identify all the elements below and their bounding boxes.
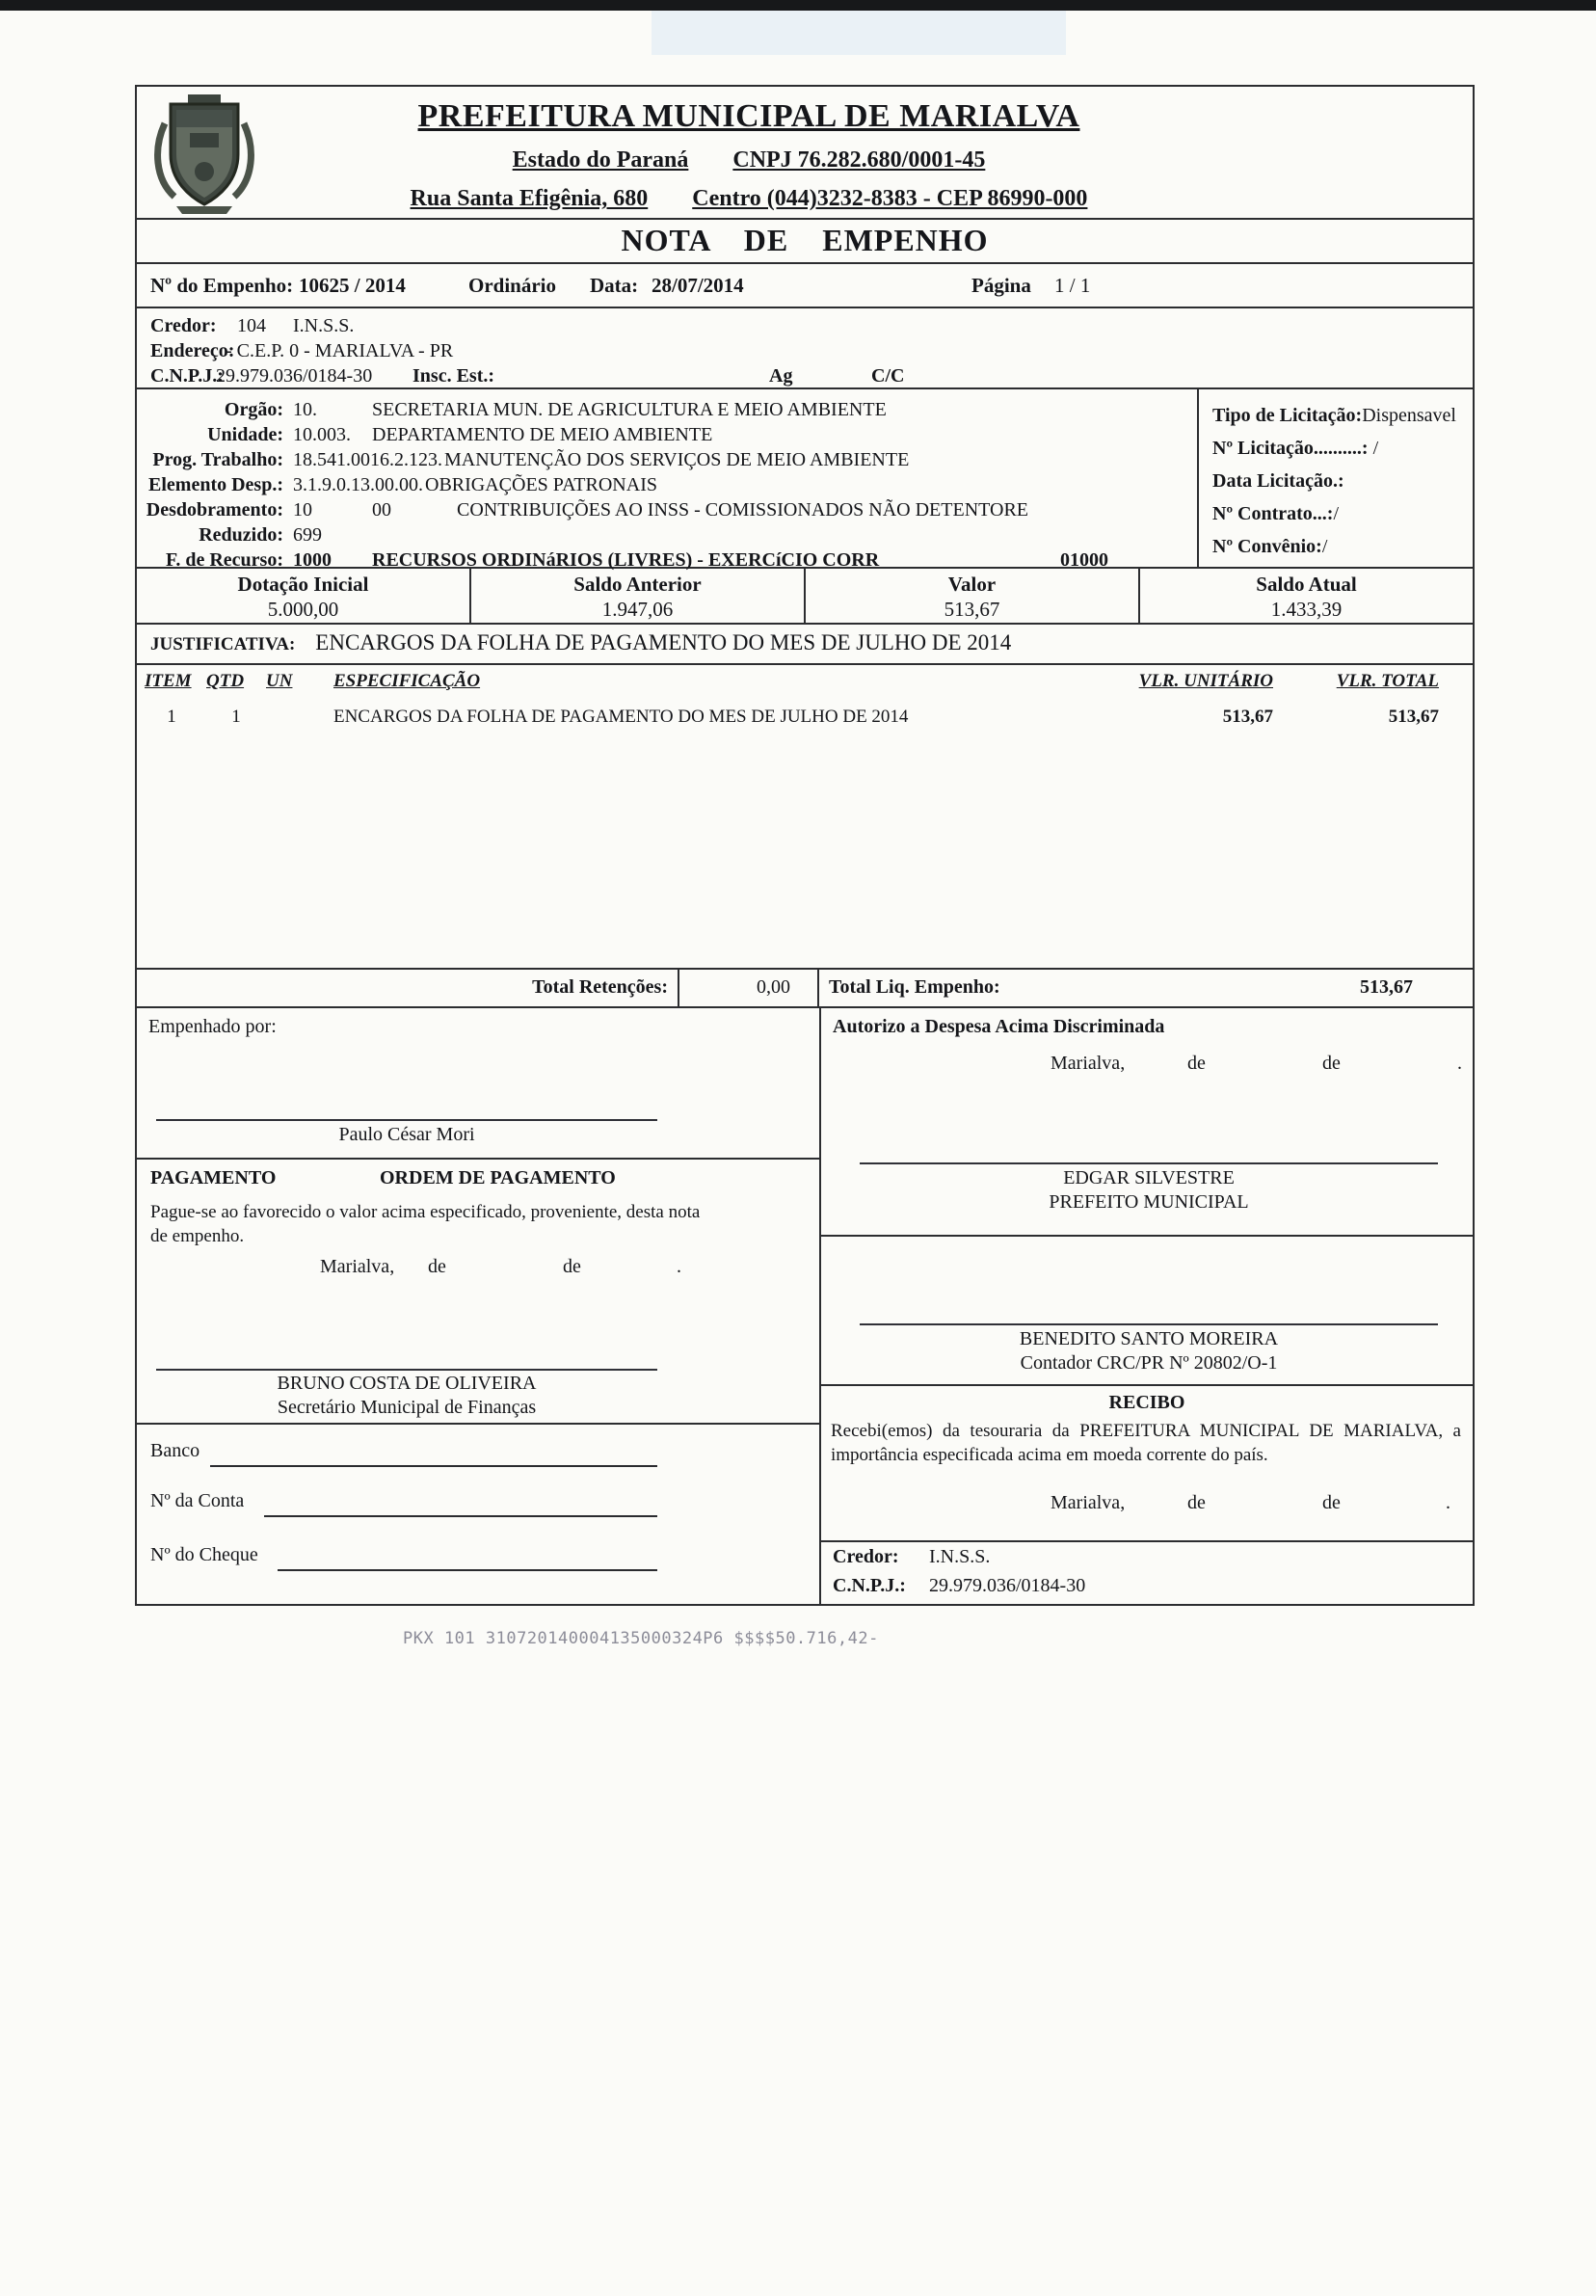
convenio-value: / [1321,536,1328,557]
total-retencoes-label: Total Retenções: [137,970,679,1006]
justificativa-label: JUSTIFICATIVA: [150,634,296,654]
accountant-name: BENEDITO SANTO MOREIRA [1019,1328,1279,1349]
data-licitacao-row [1212,465,1473,497]
orgao-label: Orgão: [224,399,283,420]
pagamento-label: PAGAMENTO [150,1167,277,1188]
date-label: Data: [590,274,639,297]
num-licitacao-label: Nº Licitação..........: [1212,438,1369,459]
valor-value: 513,67 [944,598,1000,621]
accountant-title: Contador CRC/PR Nº 20802/O-1 [1020,1352,1278,1374]
signatures-left-column [137,1008,821,1604]
justificativa-row [135,625,1475,665]
tipo-licitacao-value: Dispensavel [1362,405,1456,426]
prog-trabalho-code: 18.541.0016.2.123. [293,449,442,470]
credor-code: 104 [237,315,266,336]
items-header-row [137,665,1473,692]
unidade-code: 10.003. [293,424,351,445]
elemento-desc: OBRIGAÇÕES PATRONAIS [425,474,657,495]
ag-label: Ag [769,365,793,387]
fonte-recurso-label: F. de Recurso: [165,549,283,571]
cheque-blank-line [278,1569,657,1571]
budget-section [135,389,1475,569]
recibo-credor-value: I.N.S.S. [929,1546,991,1567]
saldo-atual-cell [1138,569,1473,623]
total-liq-cell [819,970,1473,1006]
tipo-licitacao-row [1212,399,1473,432]
contrato-label: Nº Contrato...: [1212,503,1334,524]
orgao-code: 10. [293,399,317,420]
item-unit-value: 513,67 [1222,707,1273,727]
item-un [266,707,333,728]
city-label: Marialva, [1051,1053,1126,1074]
prog-trabalho-label: Prog. Trabalho: [152,449,283,470]
city-label: Marialva, [1051,1492,1126,1513]
city-label: Marialva, [320,1256,395,1277]
de-label: de [1187,1053,1206,1074]
saldo-anterior-label: Saldo Anterior [573,573,702,596]
col-un-header: UN [266,671,293,691]
municipality-title: PREFEITURA MUNICIPAL DE MARIALVA [417,98,1080,134]
coat-of-arms-logo [150,93,258,216]
saldo-atual-label: Saldo Atual [1256,573,1357,596]
item-total-value: 513,67 [1388,707,1439,727]
saldo-atual-value: 1.433,39 [1270,598,1343,621]
de-label: de [428,1256,446,1277]
contrato-value: / [1333,503,1340,524]
col-total-header: VLR. TOTAL [1336,671,1439,691]
item-row [137,707,1473,728]
cnpj-field-label: C.N.P.J.: [150,365,224,387]
total-liq-value: 513,67 [1360,976,1413,998]
page-label: Página [971,274,1031,297]
doc-title: NOTA DE EMPENHO [135,220,1475,264]
items-table [135,665,1475,970]
col-item-header: ITEM [145,671,192,691]
empenhado-box [137,1008,819,1160]
conta-blank-line [264,1515,657,1517]
saldo-anterior-cell [469,569,804,623]
contrato-row [1212,497,1473,530]
de-label: de [1187,1492,1206,1513]
fonte-recurso-extra: 01000 [1060,549,1108,571]
unidade-desc: DEPARTAMENTO DE MEIO AMBIENTE [372,424,713,445]
finance-signer-name: BRUNO COSTA DE OLIVEIRA [277,1373,537,1394]
period-mark: . [677,1256,681,1277]
empenho-number-label: Nº do Empenho: [150,274,294,297]
empenho-number: 10625 / 2014 [299,274,406,297]
recibo-credor-label: Credor: [833,1546,899,1567]
address-row [260,186,1237,212]
address-street: Rua Santa Efigênia, 680 [410,186,649,211]
finance-signer-title: Secretário Municipal de Finanças [277,1397,537,1418]
item-espec: ENCARGOS DA FOLHA DE PAGAMENTO DO MES DE JULHO DE 2014 [333,707,909,727]
desdobramento-desc: CONTRIBUIÇÕES AO INSS - COMISSIONADOS NÃO DETENTORE [457,499,1028,521]
bank-box [137,1425,819,1606]
signatures-right-column [821,1008,1473,1604]
elemento-code: 3.1.9.0.13.00.00. [293,474,423,495]
data-licitacao-label: Data Licitação.: [1212,470,1344,492]
signature-line [156,1119,657,1121]
desdobramento-label: Desdobramento: [146,499,283,521]
signature-line [860,1162,1438,1164]
form-header [135,85,1475,220]
valor-cell [804,569,1138,623]
fonte-recurso-code: 1000 [293,549,332,571]
tipo-licitacao-label: Tipo de Licitação: [1212,405,1363,426]
cnpj-value: 29.979.036/0184-30 [216,365,373,387]
col-qtd-header: QTD [206,671,245,691]
budget-classification [137,389,1197,571]
convenio-row [1212,530,1473,563]
col-espec-header: ESPECIFICAÇÃO [333,671,481,691]
item-number: 1 [167,707,176,727]
accountant-box [821,1237,1473,1386]
signature-line [860,1323,1438,1325]
prog-trabalho-desc: MANUTENÇÃO DOS SERVIÇOS DE MEIO AMBIENTE [444,449,910,470]
de-label: de [563,1256,581,1277]
banco-label: Banco [150,1440,200,1461]
recibo-cnpj-value: 29.979.036/0184-30 [929,1575,1086,1596]
totals-row [135,970,1475,1008]
empenhado-signer-name: Paulo César Mori [338,1124,475,1145]
cheque-label: Nº do Cheque [150,1544,258,1565]
credor-label: Credor: [150,315,217,336]
mayor-title: PREFEITO MUNICIPAL [1049,1191,1249,1213]
dotacao-inicial-label: Dotação Inicial [237,573,369,596]
state-cnpj-row [260,147,1237,174]
period-mark: . [1446,1492,1450,1513]
recibo-box [821,1386,1473,1606]
saldo-anterior-value: 1.947,06 [601,598,674,621]
cc-label: C/C [871,365,905,387]
autorizo-label: Autorizo a Despesa Acima Discriminada [833,1016,1165,1037]
col-unit-header: VLR. UNITÁRIO [1138,671,1273,691]
financial-summary [135,569,1475,625]
budget-row-prog-trabalho [137,447,1197,472]
orgao-desc: SECRETARIA MUN. DE AGRICULTURA E MEIO AMBIENTE [372,399,887,420]
pagamento-box [137,1160,819,1425]
nota-de-empenho-form [135,85,1475,1606]
dotacao-inicial-value: 5.000,00 [267,598,339,621]
reduzido-code: 699 [293,524,322,546]
recibo-cnpj-label: C.N.P.J.: [833,1575,906,1596]
budget-row-reduzido [137,522,1197,547]
de-label: de [1322,1492,1341,1513]
credor-block [135,308,1475,389]
budget-row-desdobramento [137,497,1197,522]
budget-row-elemento [137,472,1197,497]
licitacao-panel [1197,389,1473,567]
endereco-label: Endereço: [150,340,235,361]
total-retencoes-value: 0,00 [679,970,819,1006]
recibo-text: Recebi(emos) da tesouraria da PREFEITURA MUNICIPAL DE MARIALVA, a importância especificada acima em moeda corrente do país. [831,1421,1461,1465]
elemento-label: Elemento Desp.: [148,474,283,495]
mayor-name: EDGAR SILVESTRE [1063,1167,1235,1188]
empenhado-por-label: Empenhado por: [148,1016,277,1037]
cnpj-label: CNPJ 76.282.680/0001-45 [732,147,986,173]
banco-blank-line [210,1465,657,1467]
ordem-pagamento-label: ORDEM DE PAGAMENTO [380,1167,616,1188]
budget-row-unidade [137,422,1197,447]
num-licitacao-value: / [1368,438,1379,459]
credor-row [137,313,1473,338]
empenho-type: Ordinário [468,274,557,297]
recibo-credor-box [821,1540,1473,1606]
unidade-label: Unidade: [207,424,283,445]
signatures-section [135,1008,1475,1606]
empenho-number-row [135,264,1475,308]
de-label: de [1322,1053,1341,1074]
endereco-value: - C.E.P. 0 - MARIALVA - PR [226,340,454,361]
autorizo-box [821,1008,1473,1237]
header-text [260,87,1237,212]
period-mark: . [1457,1053,1462,1074]
date-value: 28/07/2014 [652,274,744,297]
conta-label: Nº da Conta [150,1490,245,1511]
item-qtd: 1 [231,707,241,727]
desdobramento-subcode: 00 [372,499,391,521]
pague-se-text: Pague-se ao favorecido o valor acima especificado, proveniente, desta nota de empenho. [150,1202,701,1246]
dot-matrix-footer-code: PKX 101 310720140004135000324P6 $$$$50.716,42- [403,1629,879,1648]
page-value: 1 / 1 [1054,274,1091,297]
endereco-row [137,338,1473,363]
dotacao-inicial-cell [137,569,469,623]
num-licitacao-row [1212,432,1473,465]
scan-top-edge-artifact [0,0,1596,11]
convenio-label: Nº Convênio: [1212,536,1322,557]
valor-label: Valor [947,573,997,596]
recibo-title: RECIBO [1108,1392,1185,1413]
state-label: Estado do Paraná [512,147,689,173]
desdobramento-code: 10 [293,499,312,521]
justificativa-text: ENCARGOS DA FOLHA DE PAGAMENTO DO MES DE JULHO DE 2014 [315,630,1012,654]
insc-est-label: Insc. Est.: [412,365,495,387]
budget-row-orgao [137,397,1197,422]
signature-line [156,1369,657,1371]
fonte-recurso-desc: RECURSOS ORDINáRIOS (LIVRES) - EXERCíCIO CORR [372,549,880,571]
address-details: Centro (044)3232-8383 - CEP 86990-000 [692,186,1088,211]
reduzido-label: Reduzido: [199,524,283,546]
total-liq-label: Total Liq. Empenho: [829,976,1000,998]
credor-name: I.N.S.S. [293,315,355,336]
cnpj-row [137,363,1473,388]
scan-tint-artifact [652,11,1066,55]
